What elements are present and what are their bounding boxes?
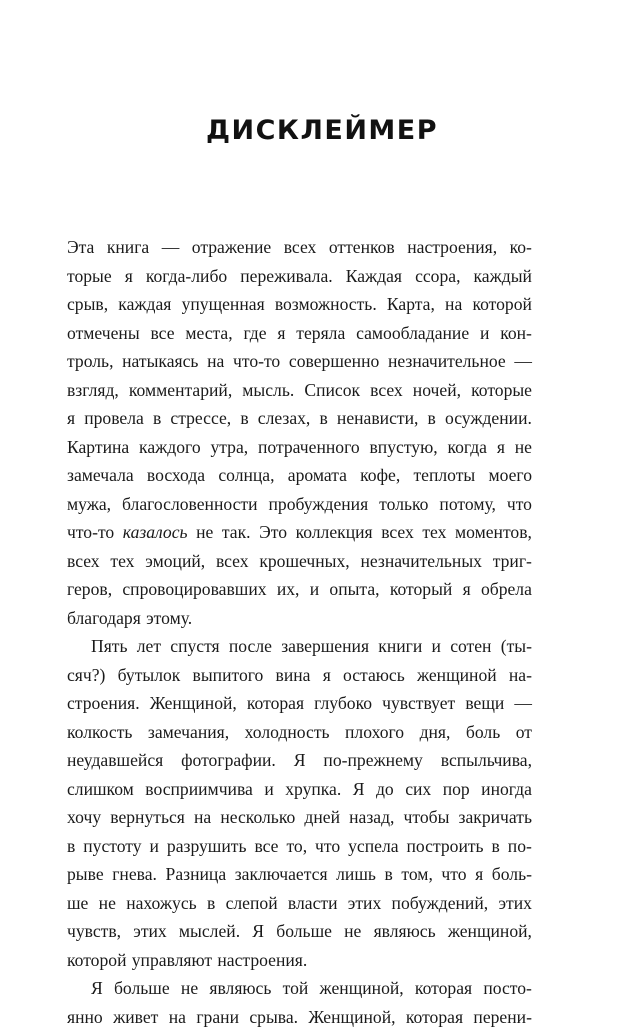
text-line: я провела в стрессе, в слезах, в ненависти, в осуждении. [67, 404, 532, 433]
text-line: Пять лет спустя после завершения книги и сотен (ты- [67, 632, 532, 661]
page-title: ДИСКЛЕЙМЕР [0, 115, 644, 146]
text-line: взгляд, комментарий, мысль. Список всех ночей, которые [67, 376, 532, 405]
text-line: слишком восприимчива и хрупка. Я до сих пор иногда [67, 775, 532, 804]
text-line: колкость замечания, холодность плохого дня, боль от [67, 718, 532, 747]
text-line: хочу вернуться на несколько дней назад, чтобы закричать [67, 803, 532, 832]
text-line: чувств, этих мыслей. Я больше не являюсь женщиной, [67, 917, 532, 946]
text-line: Я больше не являюсь той женщиной, которая посто- [67, 974, 532, 1003]
text-line: срыв, каждая упущенная возможность. Карта, на которой [67, 290, 532, 319]
text-line: которой управляют настроения. [67, 946, 532, 975]
text-line: мужа, благословенности пробуждения только потому, что [67, 490, 532, 519]
text-line: в пустоту и разрушить все то, что успела построить в по- [67, 832, 532, 861]
text-line: янно живет на грани срыва. Женщиной, которая перени- [67, 1003, 532, 1031]
text-line: замечала восхода солнца, аромата кофе, теплоты моего [67, 461, 532, 490]
text-line: рыве гнева. Разница заключается лишь в том, что я боль- [67, 860, 532, 889]
body-text [67, 233, 532, 1031]
text-line: отмечены все места, где я теряла самообладание и кон- [67, 319, 532, 348]
text-line: геров, спровоцировавших их, и опыта, который я обрела [67, 575, 532, 604]
text-line: Картина каждого утра, потраченного впустую, когда я не [67, 433, 532, 462]
text-line: всех тех эмоций, всех крошечных, незначительных триг- [67, 547, 532, 576]
text-line: ше не нахожусь в слепой власти этих побуждений, этих [67, 889, 532, 918]
text-line: неудавшейся фотографии. Я по-прежнему вспыльчива, [67, 746, 532, 775]
text-line: строения. Женщиной, которая глубоко чувствует вещи — [67, 689, 532, 718]
text-line: Эта книга — отражение всех оттенков настроения, ко- [67, 233, 532, 262]
paragraph [67, 632, 532, 974]
text-line: благодаря этому. [67, 604, 532, 633]
text-line: что-то казалось не так. Это коллекция всех тех моментов, [67, 518, 532, 547]
text-line: сяч?) бутылок выпитого вина я остаюсь женщиной на- [67, 661, 532, 690]
text-line: торые я когда-либо переживала. Каждая ссора, каждый [67, 262, 532, 291]
text-line: троль, натыкаясь на что-то совершенно незначительное — [67, 347, 532, 376]
paragraph [67, 974, 532, 1031]
paragraph [67, 233, 532, 632]
